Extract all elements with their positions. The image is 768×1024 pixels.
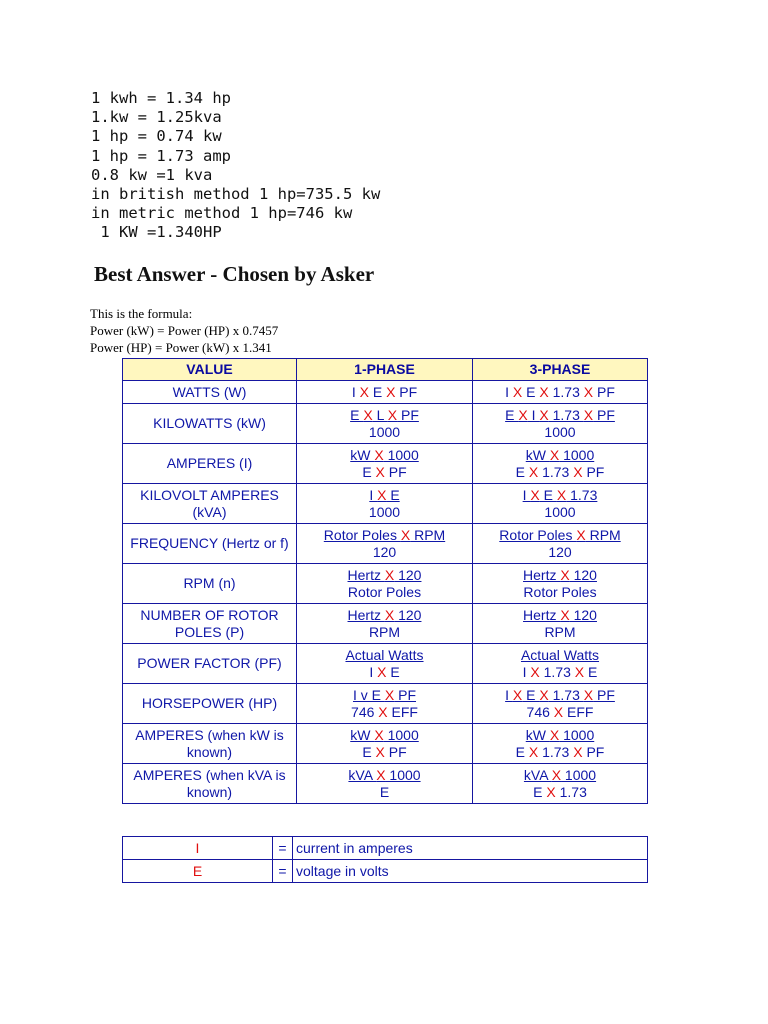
formula-denominator: Rotor Poles: [523, 583, 597, 600]
formula-term: EFF: [387, 703, 418, 720]
multiply-operator: X: [377, 663, 387, 680]
formula-1-phase: [297, 564, 473, 604]
formula-denominator: [301, 704, 468, 721]
formula-numerator: [477, 687, 643, 704]
formula-1-phase: [297, 524, 473, 564]
formula-term: PF: [593, 406, 615, 423]
formula-denominator: E: [379, 783, 390, 800]
table-row: [123, 381, 648, 404]
formula-numerator: [301, 567, 468, 584]
conversion-line: in metric method 1 hp=746 kw: [91, 204, 353, 223]
formula-term: L: [372, 406, 388, 423]
formula-1-phase: [297, 444, 473, 484]
formula-3-phase: [473, 644, 648, 684]
conversion-line: in british method 1 hp=735.5 kw: [91, 185, 381, 204]
multiply-operator: X: [551, 766, 562, 783]
formula-numerator: [301, 647, 468, 664]
formula-3-phase: [473, 524, 648, 564]
formula-term: 120: [394, 606, 422, 623]
formula-term: E: [515, 463, 529, 480]
multiply-operator: X: [359, 383, 369, 400]
formula-numerator: [301, 487, 468, 504]
legend-table: [122, 836, 648, 883]
value-label: POWER FACTOR (PF): [123, 644, 297, 684]
multiply-operator: X: [400, 526, 411, 543]
multiply-operator: X: [583, 406, 594, 423]
multiply-operator: X: [378, 703, 388, 720]
legend-text: current in amperes: [293, 837, 648, 860]
formula-term: Hertz: [347, 566, 385, 583]
formula-3-phase: [473, 444, 648, 484]
multiply-operator: X: [518, 406, 528, 423]
formula-term: E: [522, 383, 540, 400]
formula-numerator: [477, 607, 643, 624]
formula-term: E: [368, 383, 387, 400]
formula-numerator: [301, 607, 468, 624]
formula-term: kW: [350, 726, 375, 743]
formula-denominator: 120: [548, 543, 572, 560]
multiply-operator: X: [560, 566, 570, 583]
multiply-operator: X: [530, 663, 540, 680]
multiply-operator: X: [574, 663, 585, 680]
formula-term: Actual Watts: [345, 646, 424, 663]
table-row: [123, 484, 648, 524]
multiply-operator: X: [573, 463, 583, 480]
formula-1-phase: [297, 724, 473, 764]
formula-term: EFF: [563, 703, 594, 720]
formula-table: [122, 358, 648, 804]
formula-denominator: [477, 664, 643, 681]
formula-term: PF: [395, 383, 418, 400]
legend-row: [123, 837, 648, 860]
formula-term: E: [505, 406, 519, 423]
formula-denominator: [301, 744, 468, 761]
formula-term: E: [515, 743, 529, 760]
formula-denominator: RPM: [368, 623, 401, 640]
formula-denominator: [477, 784, 643, 801]
multiply-operator: X: [384, 606, 395, 623]
multiply-operator: X: [512, 686, 523, 703]
multiply-operator: X: [377, 486, 387, 503]
formula-term: RPM: [585, 526, 621, 543]
formula-numerator: [477, 447, 643, 464]
best-answer-heading: Best Answer - Chosen by Asker: [94, 262, 375, 286]
formula-denominator: [477, 704, 643, 721]
multiply-operator: X: [573, 743, 583, 760]
multiply-operator: X: [549, 446, 560, 463]
formula-term: PF: [384, 743, 407, 760]
formula-numerator: [477, 647, 643, 664]
formula-term: PF: [384, 463, 407, 480]
formula-denominator: [301, 664, 468, 681]
column-header-value: VALUE: [123, 359, 297, 381]
formula-term: I: [527, 406, 540, 423]
multiply-operator: X: [512, 383, 523, 400]
conversion-line: 1 hp = 1.73 amp: [91, 146, 231, 165]
conversion-line: 1 kwh = 1.34 hp: [91, 89, 231, 107]
formula-term: I: [369, 486, 378, 503]
conversion-line: 1 KW =1.340HP: [91, 223, 222, 242]
table-row: [123, 764, 648, 804]
formula-1-phase: [297, 764, 473, 804]
table-row: [123, 604, 648, 644]
multiply-operator: X: [374, 726, 384, 743]
formula-term: 1.73: [539, 663, 575, 680]
formula-numerator: [301, 767, 468, 784]
legend-text: voltage in volts: [293, 860, 648, 883]
multiply-operator: X: [386, 383, 396, 400]
formula-numerator: [477, 487, 643, 504]
formula-term: kVA: [523, 766, 552, 783]
formula-3-phase: [473, 604, 648, 644]
formula-term: RPM: [410, 526, 446, 543]
formula-3-phase: [473, 484, 648, 524]
formula-numerator: [477, 767, 643, 784]
formula-term: I: [522, 486, 531, 503]
formula-term: 1.73: [548, 383, 584, 400]
formula-numerator: [477, 407, 643, 424]
formula-term: E: [522, 686, 540, 703]
formula-text: [90, 305, 278, 356]
multiply-operator: X: [384, 566, 395, 583]
formula-term: 120: [569, 566, 597, 583]
multiply-operator: X: [583, 383, 594, 400]
formula-numerator: [301, 727, 468, 744]
formula-1-phase: [297, 381, 473, 404]
multiply-operator: X: [539, 406, 549, 423]
formula-term: 1000: [561, 766, 597, 783]
formula-term: E: [533, 783, 547, 800]
formula-term: 120: [569, 606, 597, 623]
conversion-line: 0.8 kw =1 kva: [91, 165, 213, 184]
formula-1-phase: [297, 644, 473, 684]
formula-term: E: [584, 663, 598, 680]
value-label: WATTS (W): [123, 381, 297, 404]
column-header-3-phase: 3-PHASE: [473, 359, 648, 381]
multiply-operator: X: [375, 463, 385, 480]
formula-term: Rotor Poles: [323, 526, 401, 543]
legend-symbol: I: [123, 837, 273, 860]
table-row: [123, 444, 648, 484]
legend-equals: =: [273, 860, 293, 883]
formula-term: PF: [593, 383, 615, 400]
multiply-operator: X: [530, 486, 540, 503]
table-header-row: [123, 359, 648, 381]
multiply-operator: X: [583, 686, 594, 703]
formula-term: 1000: [559, 446, 595, 463]
formula-term: Hertz: [523, 606, 561, 623]
formula-term: 1000: [559, 726, 595, 743]
formula-term: 1.73: [538, 743, 574, 760]
legend-equals: =: [273, 837, 293, 860]
formula-term: PF: [394, 686, 417, 703]
formula-term: Hertz: [523, 566, 561, 583]
value-label: RPM (n): [123, 564, 297, 604]
formula-numerator: [301, 527, 468, 544]
formula-3-phase: [473, 684, 648, 724]
value-label: KILOVOLT AMPERES (kVA): [123, 484, 297, 524]
multiply-operator: X: [387, 406, 398, 423]
formula-3-phase: [473, 724, 648, 764]
formula-term: I: [369, 663, 378, 680]
formula-term: PF: [582, 463, 605, 480]
formula-numerator: [477, 567, 643, 584]
formula-term: Hertz: [347, 606, 385, 623]
value-label: NUMBER OF ROTOR POLES (P): [123, 604, 297, 644]
formula-term: Rotor Poles: [499, 526, 577, 543]
formula-term: E: [362, 463, 376, 480]
formula-term: 1.73: [566, 486, 598, 503]
formula-term: 1000: [383, 446, 419, 463]
formula-denominator: 1000: [368, 423, 401, 440]
formula-1-phase: [297, 604, 473, 644]
conversion-line: 1 hp = 0.74 kw: [91, 127, 222, 146]
formula-term: kVA: [348, 766, 377, 783]
conversion-line: 1.kw = 1.25kva: [91, 108, 222, 127]
value-label: AMPERES (when kVA is known): [123, 764, 297, 804]
table-row: [123, 524, 648, 564]
formula-term: kW: [525, 446, 550, 463]
multiply-operator: X: [549, 726, 560, 743]
formula-1-phase: [297, 684, 473, 724]
formula-term: I: [505, 686, 513, 703]
formula-numerator: [301, 687, 468, 704]
formula-term: 1.73: [555, 783, 587, 800]
multiply-operator: X: [374, 446, 384, 463]
table-row: [123, 404, 648, 444]
formula-3-phase: [473, 404, 648, 444]
formula-expression: [477, 384, 643, 401]
table-row: [123, 564, 648, 604]
legend-symbol: E: [123, 860, 273, 883]
formula-denominator: Rotor Poles: [347, 583, 422, 600]
formula-term: 1.73: [548, 686, 584, 703]
formula-numerator: [477, 527, 643, 544]
multiply-operator: X: [376, 766, 386, 783]
multiply-operator: X: [528, 463, 539, 480]
conversion-list: [91, 89, 380, 243]
multiply-operator: X: [546, 783, 556, 800]
multiply-operator: X: [539, 686, 549, 703]
formula-denominator: [477, 744, 643, 761]
formula-intro: This is the formula:: [90, 306, 193, 321]
table-row: [123, 644, 648, 684]
formula-numerator: [477, 727, 643, 744]
formula-term: I: [505, 383, 513, 400]
formula-numerator: [301, 447, 468, 464]
formula-term: 746: [351, 703, 379, 720]
formula-term: E: [362, 743, 376, 760]
formula-term: kW: [525, 726, 550, 743]
formula-term: E: [386, 486, 400, 503]
formula-term: I: [522, 663, 531, 680]
table-row: [123, 724, 648, 764]
multiply-operator: X: [375, 743, 385, 760]
value-label: AMPERES (I): [123, 444, 297, 484]
formula-term: I v E: [352, 686, 385, 703]
formula-denominator: 1000: [368, 503, 401, 520]
value-label: HORSEPOWER (HP): [123, 684, 297, 724]
table-row: [123, 684, 648, 724]
formula-term: PF: [582, 743, 605, 760]
formula-term: PF: [397, 406, 419, 423]
formula-term: E: [539, 486, 557, 503]
formula-term: 1000: [385, 766, 421, 783]
formula-term: 120: [394, 566, 422, 583]
formula-term: 1.73: [538, 463, 574, 480]
formula-term: I: [351, 383, 360, 400]
formula-expression: [301, 384, 468, 401]
multiply-operator: X: [363, 406, 373, 423]
legend-row: [123, 860, 648, 883]
value-label: AMPERES (when kW is known): [123, 724, 297, 764]
formula-numerator: [301, 407, 468, 424]
formula-term: PF: [593, 686, 615, 703]
formula-line: Power (kW) = Power (HP) x 0.7457: [90, 323, 279, 338]
formula-denominator: 120: [372, 543, 397, 560]
multiply-operator: X: [576, 526, 586, 543]
formula-denominator: 1000: [544, 423, 576, 440]
value-label: KILOWATTS (kW): [123, 404, 297, 444]
formula-term: 1.73: [548, 406, 584, 423]
formula-term: E: [350, 406, 364, 423]
multiply-operator: X: [528, 743, 539, 760]
formula-denominator: [301, 464, 468, 481]
formula-1-phase: [297, 404, 473, 444]
formula-line: Power (HP) = Power (kW) x 1.341: [90, 340, 272, 355]
column-header-1-phase: 1-PHASE: [297, 359, 473, 381]
formula-3-phase: [473, 564, 648, 604]
formula-term: Actual Watts: [520, 646, 600, 663]
multiply-operator: X: [553, 703, 564, 720]
value-label: FREQUENCY (Hertz or f): [123, 524, 297, 564]
formula-term: 1000: [383, 726, 419, 743]
multiply-operator: X: [560, 606, 570, 623]
formula-1-phase: [297, 484, 473, 524]
formula-3-phase: [473, 764, 648, 804]
formula-term: 746: [526, 703, 554, 720]
formula-3-phase: [473, 381, 648, 404]
multiply-operator: X: [384, 686, 395, 703]
formula-denominator: RPM: [544, 623, 576, 640]
multiply-operator: X: [539, 383, 549, 400]
formula-denominator: [477, 464, 643, 481]
formula-term: E: [386, 663, 400, 680]
formula-term: kW: [350, 446, 375, 463]
formula-denominator: 1000: [544, 503, 576, 520]
multiply-operator: X: [556, 486, 567, 503]
